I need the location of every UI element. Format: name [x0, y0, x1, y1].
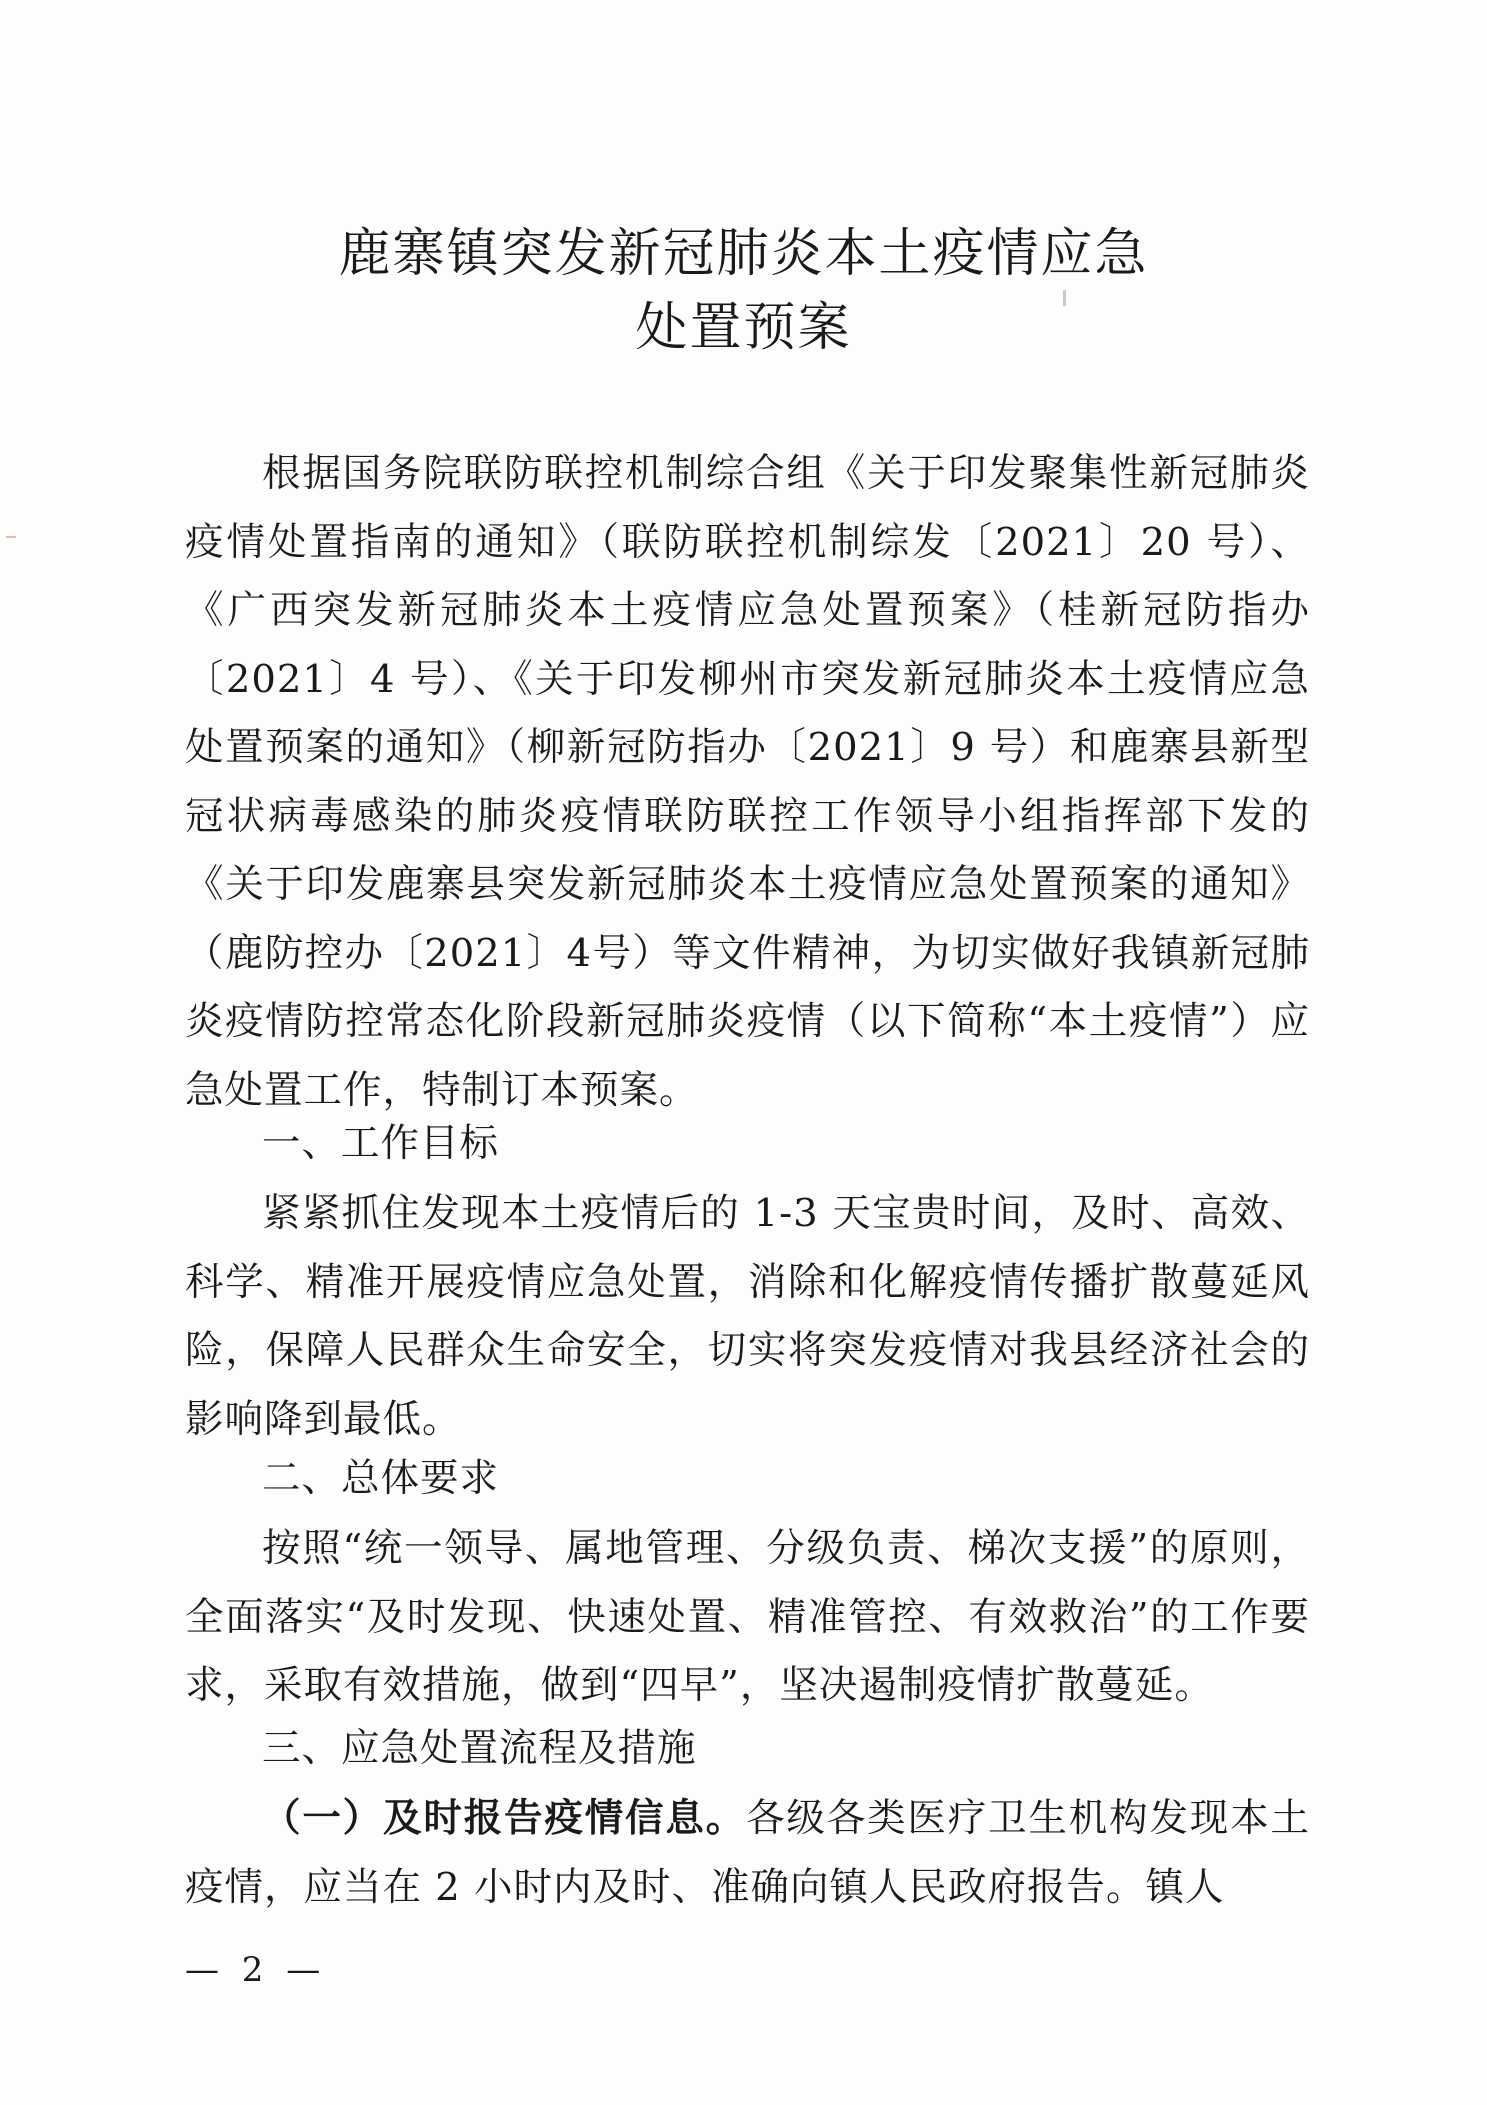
- document-title-line-2: 处置预案: [635, 298, 852, 358]
- subsection-body-report: 各级各类医疗卫生机构发现本土疫情，应当在 2 小时内及时、准确向镇人民政府报告。镇人: [185, 1796, 1310, 1910]
- section-heading-goals: 一、工作目标: [262, 1121, 500, 1166]
- page-number: — 2 —: [185, 1950, 327, 1990]
- document-title-line-1: 鹿寨镇突发新冠肺炎本土疫情应急: [338, 224, 1149, 284]
- section-body-procedures: [185, 1785, 1310, 1922]
- scan-speck: [1063, 290, 1066, 306]
- section-body-requirements: 按照“统一领导、属地管理、分级负责、梯次支援”的原则，全面落实“及时发现、快速处置、精准管控、有效救治”的工作要求，采取有效措施，做到“四早”，坚决遏制疫情扩散蔓延。: [185, 1526, 1310, 1708]
- section-heading-requirements: 二、总体要求: [262, 1456, 500, 1501]
- section-body-goals: 紧紧抓住发现本土疫情后的 1-3 天宝贵时间，及时、高效、科学、精准开展疫情应急处置，消除和化解疫情传播扩散蔓延风险，保障人民群众生命安全，切实将突发疫情对我县经济社会的影响降到最低。: [185, 1191, 1310, 1442]
- intro-paragraph: 根据国务院联防联控机制综合组《关于印发聚集性新冠肺炎疫情处置指南的通知》（联防联控机制综发〔2021〕20 号）、《广西突发新冠肺炎本土疫情应急处置预案》（桂新冠防指办〔2021〕4 号）、《关于印发柳州市突发新冠肺炎本土疫情应急处置预案的通知》（柳新冠防指办〔2021〕9 号）和鹿寨县新型冠状病毒感染的肺炎疫情联防联控工作领导小组指挥部下发的《关于印发鹿寨县突发新冠肺炎本土疫情应急处置预案的通知》（鹿防控办〔2021〕4号）等文件精神，为切实做好我镇新冠肺炎疫情防控常态化阶段新冠肺炎疫情（以下简称“本土疫情”）应急处置工作，特制订本预案。: [185, 451, 1310, 1113]
- section-heading-procedures: 三、应急处置流程及措施: [262, 1726, 697, 1771]
- scan-speck: [6, 536, 16, 538]
- subsection-lead-report: （一）及时报告疫情信息。: [262, 1796, 747, 1841]
